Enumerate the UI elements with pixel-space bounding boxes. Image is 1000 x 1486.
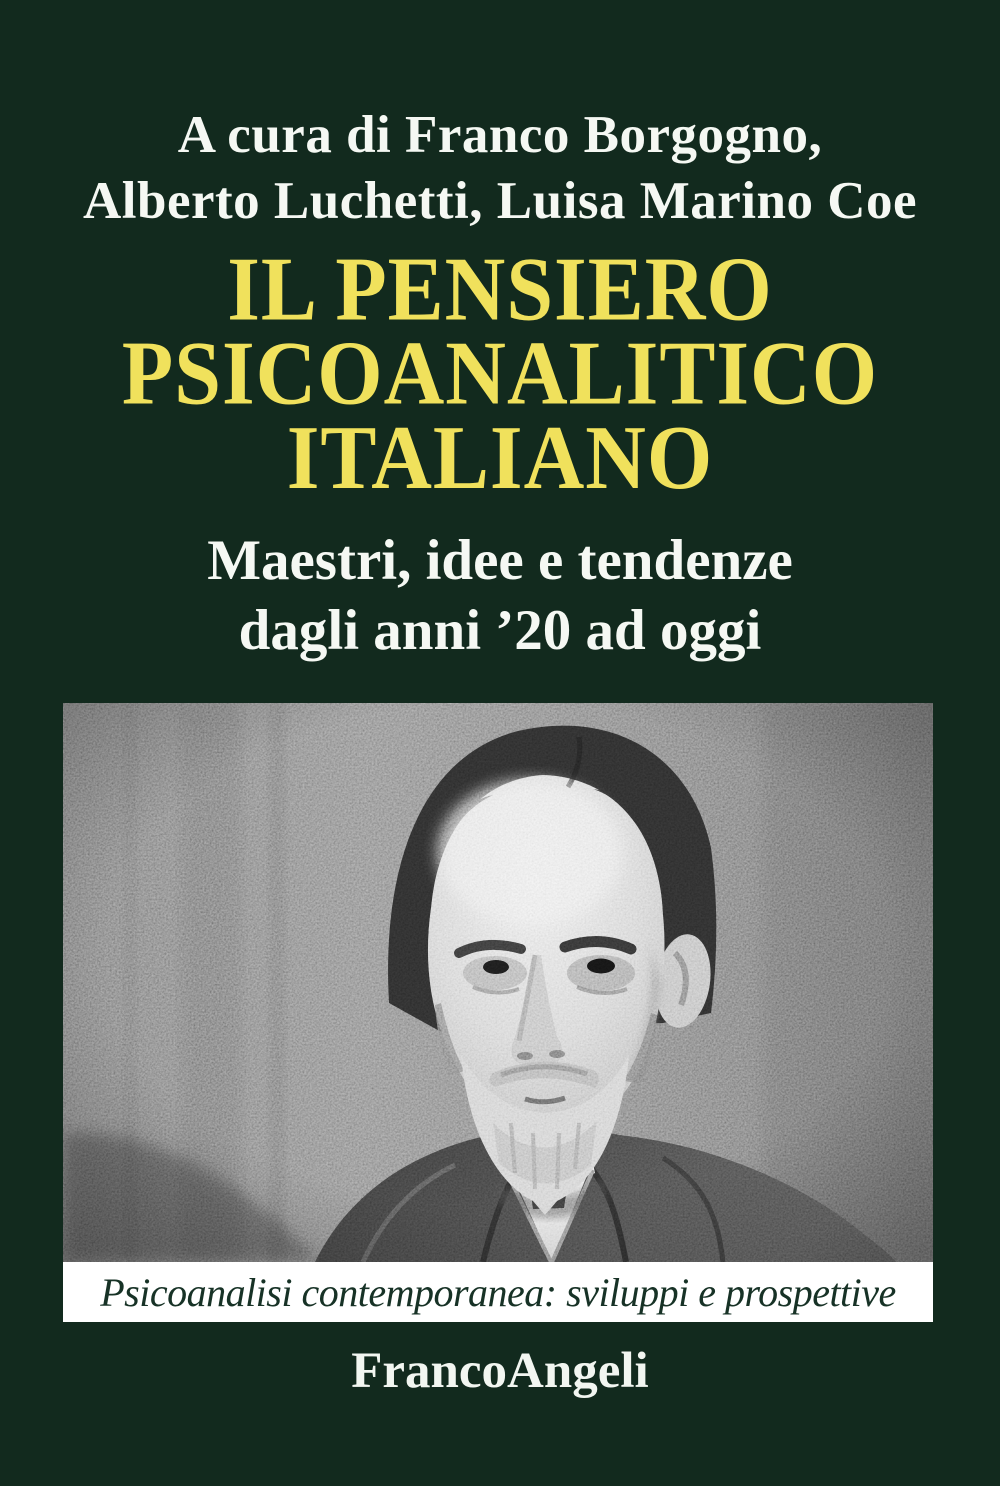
title-line-2: PSICOANALITICO (121, 323, 879, 425)
book-subtitle (0, 526, 1000, 666)
book-title (0, 239, 1000, 509)
series-banner (63, 1262, 933, 1322)
series-banner-text: Psicoanalisi contemporanea: sviluppi e prospettive (100, 1269, 896, 1315)
title-line-1: IL PENSIERO (227, 239, 773, 340)
byline-line-2: Alberto Luchetti, Luisa Marino Coe (82, 172, 918, 230)
title-line-3: ITALIANO (286, 407, 714, 509)
byline-line-1: A cura di Franco Borgogno, (177, 106, 823, 164)
byline (0, 102, 1000, 234)
subtitle-line-2: dagli anni ’20 ad oggi (238, 599, 762, 662)
freud-portrait-photo (63, 703, 933, 1262)
publisher-name: FrancoAngeli (351, 1343, 649, 1399)
publisher-logo (0, 1342, 1000, 1400)
subtitle-line-1: Maestri, idee e tendenze (207, 529, 793, 592)
